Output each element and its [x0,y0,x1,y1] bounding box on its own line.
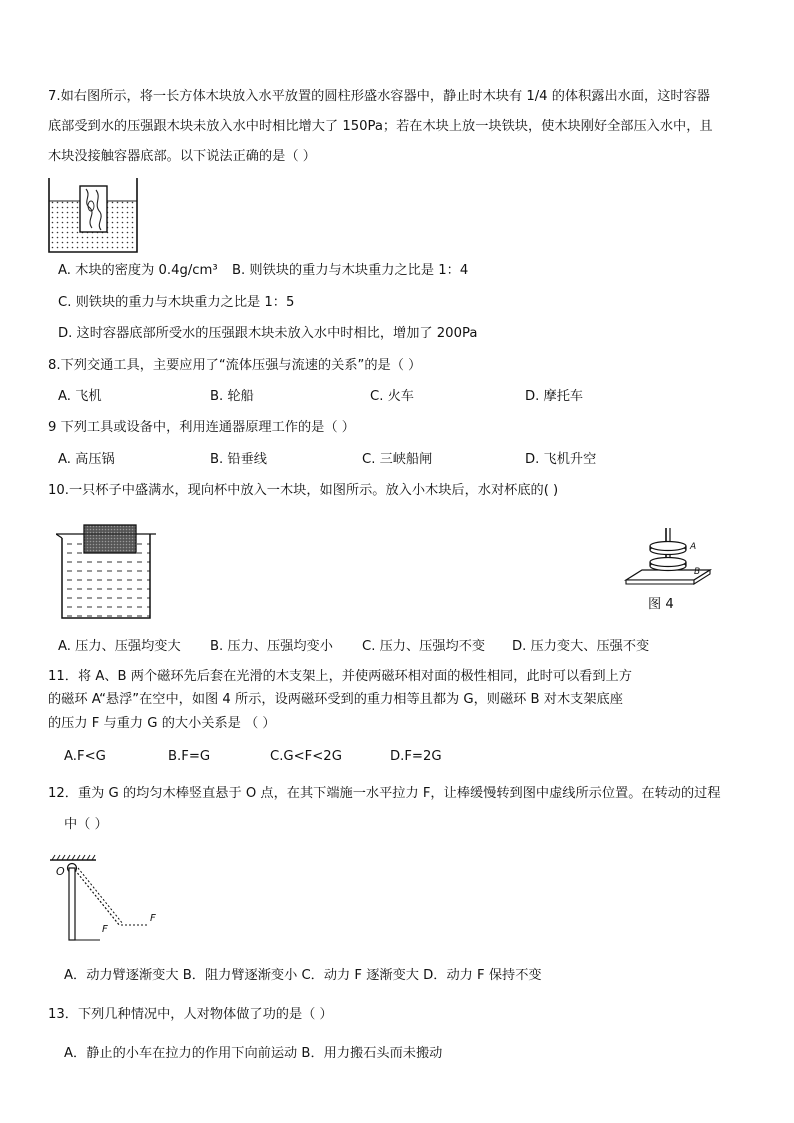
magnet-ring-a [650,542,686,555]
q12-label-f-right: F [150,913,156,924]
q7-option-c: C. 则铁块的重力与木块重力之比是 1：5 [58,295,295,310]
small-wood-block [84,525,136,553]
q8-stem: 8.下列交通工具，主要应用了“流体压强与流速的关系”的是（ ） [48,358,422,373]
q10-stem: 10.一只杯子中盛满水，现向杯中放入一木块，如图所示。放入小木块后，水对杯底的( ) [48,483,559,498]
q9-option-a: A. 高压锅 [58,452,115,467]
q8-option-c: C. 火车 [370,389,414,404]
q10-option-b: B. 压力、压强均变小 [210,639,333,654]
q13-options: A．静止的小车在拉力的作用下向前运动 B．用力搬石头而未搬动 [64,1046,443,1061]
q12-options: A．动力臂逐渐变大 B．阻力臂逐渐变小 C．动力 F 逐渐变大 D．动力 F 保持不变 [64,968,542,983]
q9-option-c: C. 三峡船闸 [362,452,433,467]
wood-rod [69,868,75,940]
rod-dashed-position [75,870,120,926]
q7-stem-line-1: 7.如右图所示，将一长方体木块放入水平放置的圆柱形盛水容器中，静止时木块有 1/4 的体积露出水面，这时容器 [48,89,710,104]
q7-option-b: B. 则铁块的重力与木块重力之比是 1：4 [232,263,469,278]
q9-option-d: D. 飞机升空 [525,452,597,467]
q9-stem: 9 下列工具或设备中，利用连通器原理工作的是（ ） [48,420,355,435]
q11-stem-line-1: 11．将 A、B 两个磁环先后套在光滑的木支架上，并使两磁环相对面的极性相同，此时可以看到上方 [48,669,632,684]
q8-option-b: B. 轮船 [210,389,254,404]
q12-label-o: O [56,865,65,878]
q11-stem-line-2: 的磁环 A“悬浮”在空中，如图 4 所示，设两磁环受到的重力相等且都为 G，则磁环 B 对木支架底座 [48,692,623,707]
wood-block [80,186,107,232]
q8-option-a: A. 飞机 [58,389,102,404]
q11-stem-line-3: 的压力 F 与重力 G 的大小关系是 （ ） [48,716,276,731]
fig4-caption: 图 4 [648,597,674,612]
q11-option-a: A.F<G [64,749,106,764]
q11-option-d: D.F=2G [390,749,442,764]
fig4-label-a: A [690,542,697,552]
q11-option-b: B.F=G [168,749,211,764]
q7-stem-line-3: 木块没接触容器底部。以下说法正确的是（ ） [48,149,316,164]
q8-option-d: D. 摩托车 [525,389,584,404]
q10-option-a: A. 压力、压强均变大 [58,639,181,654]
q12-label-f-lower: F [102,924,108,935]
q12-stem-line-1: 12．重为 G 的均匀木棒竖直悬于 O 点，在其下端施一水平拉力 F，让棒缓慢转到图中虚线所示位置。在转动的过程 [48,786,721,801]
fig4-label-b: B [694,567,701,577]
q9-option-b: B. 铅垂线 [210,452,267,467]
q13-stem: 13．下列几种情况中，人对物体做了功的是（ ） [48,1007,333,1022]
q10-cup-figure [56,522,156,622]
fig4-magnet-stand [622,522,716,586]
q12-stem-line-2: 中（ ） [64,817,108,832]
q7-stem-line-2: 底部受到水的压强跟木块未放入水中时相比增大了 150Pa；若在木块上放一块铁块，使木块刚好全部压入水中，且 [48,119,713,134]
q11-option-c: C.G<F<2G [270,749,342,764]
q7-option-a: A. 木块的密度为 0.4g/cm³ [58,263,218,278]
q7-container-figure [46,176,142,256]
magnet-ring-b [650,558,686,571]
q10-option-d: D. 压力变大、压强不变 [512,639,650,654]
q10-option-c: C. 压力、压强均不变 [362,639,486,654]
q7-option-d: D. 这时容器底部所受水的压强跟木块未放入水中时相比，增加了 200Pa [58,326,478,341]
